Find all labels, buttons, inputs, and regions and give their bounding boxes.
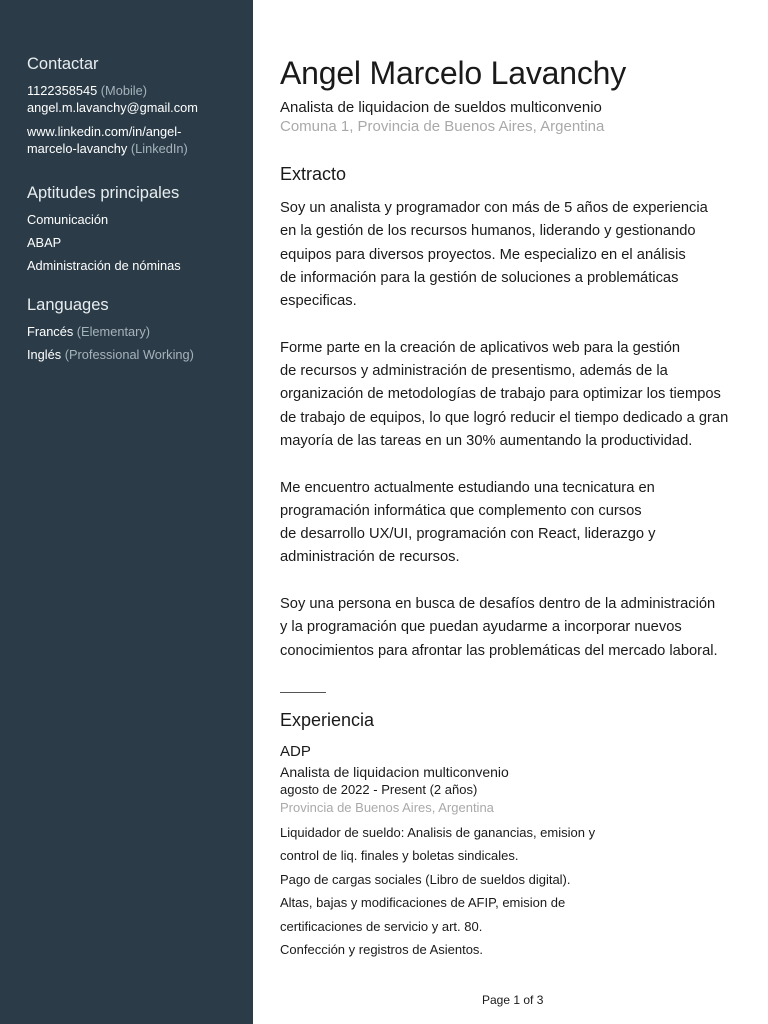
summary-line: de información para la gestión de soluciones a problemáticas bbox=[280, 269, 679, 286]
job-company: ADP bbox=[280, 742, 311, 760]
experience-title: Experiencia bbox=[280, 709, 375, 730]
contact-heading: Contactar bbox=[27, 55, 99, 73]
summary-paragraph bbox=[280, 337, 750, 453]
summary-line: de recursos y administración de presentismo, además de la bbox=[280, 363, 668, 380]
summary-paragraph bbox=[280, 593, 750, 663]
phone-line bbox=[27, 83, 253, 100]
summary-paragraph bbox=[280, 197, 750, 313]
summary-line: organización de metodologías de trabajo para optimizar los tiempos bbox=[280, 386, 721, 403]
profile-location: Comuna 1, Provincia de Buenos Aires, Argentina bbox=[280, 118, 605, 135]
job-role: Analista de liquidacion multiconvenio bbox=[280, 763, 509, 780]
email-link[interactable]: angel.m.lavanchy@gmail.com bbox=[27, 99, 198, 115]
job-description-line: certificaciones de servicio y art. 80. bbox=[280, 918, 483, 934]
job-description bbox=[280, 821, 750, 961]
phone-type: (Mobile) bbox=[100, 83, 148, 98]
job-description-line: control de liq. finales y boletas sindicales. bbox=[280, 848, 519, 864]
skill-item: Comunicación bbox=[27, 212, 109, 227]
summary-line: equipos para diversos proyectos. Me especializo en el análisis bbox=[280, 246, 686, 263]
job-dates: agosto de 2022 - Present (2 años) bbox=[280, 781, 478, 797]
skills-heading: Aptitudes principales bbox=[27, 184, 180, 202]
language-item bbox=[27, 347, 253, 364]
summary-line: programación informática que complemento con cursos bbox=[280, 502, 642, 519]
language-name: Francés bbox=[27, 323, 74, 339]
summary-title: Extracto bbox=[280, 164, 347, 184]
summary-line: en la gestión de los recursos humanos, liderando y gestionando bbox=[280, 223, 696, 240]
profile-headline: Analista de liquidacion de sueldos multiconvenio bbox=[280, 99, 602, 116]
linkedin-link[interactable] bbox=[27, 124, 253, 141]
linkedin-url-line2: marcelo-lavanchy bbox=[27, 140, 128, 156]
section-divider bbox=[280, 692, 326, 693]
skills-section bbox=[27, 183, 253, 275]
language-item bbox=[27, 324, 253, 341]
job-description-line: Liquidador de sueldo: Analisis de ganancias, emision y bbox=[280, 824, 596, 840]
summary-line: conocimientos para afrontar las problemáticas del mercado laboral. bbox=[280, 642, 718, 659]
linkedin-line2[interactable] bbox=[27, 141, 253, 158]
summary-body bbox=[280, 197, 750, 663]
job-description-line: Altas, bajas y modificaciones de AFIP, emision de bbox=[280, 895, 566, 911]
language-name: Inglés bbox=[27, 346, 62, 362]
summary-line: Me encuentro actualmente estudiando una tecnicatura en bbox=[280, 479, 655, 496]
summary-line: Soy un analista y programador con más de 5 años de experiencia bbox=[280, 200, 708, 216]
page-number: Page 1 of 3 bbox=[482, 993, 544, 1007]
summary-line: y la programación que puedan ayudarme a incorporar nuevos bbox=[280, 619, 682, 636]
skill-item: Administración de nóminas bbox=[27, 258, 181, 273]
language-level: (Professional Working) bbox=[64, 346, 194, 362]
job-location: Provincia de Buenos Aires, Argentina bbox=[280, 799, 494, 815]
profile-name: Angel Marcelo Lavanchy bbox=[280, 55, 627, 91]
summary-line: Soy una persona en busca de desafíos dentro de la administración bbox=[280, 596, 716, 613]
phone-number[interactable]: 1122358545 bbox=[27, 83, 98, 98]
summary-line: Forme parte en la creación de aplicativos web para la gestión bbox=[280, 339, 681, 356]
contact-section bbox=[27, 54, 253, 157]
job-entry bbox=[280, 742, 750, 961]
linkedin-url-line1: www.linkedin.com/in/angel- bbox=[27, 124, 182, 139]
summary-line: especificas. bbox=[280, 293, 357, 310]
languages-section bbox=[27, 295, 253, 364]
summary-line: mayoría de las tareas en un 30% aumentando la productividad. bbox=[280, 432, 693, 449]
main-content bbox=[280, 0, 750, 961]
summary-line: administración de recursos. bbox=[280, 549, 460, 566]
job-description-line: Pago de cargas sociales (Libro de sueldos digital). bbox=[280, 871, 571, 887]
summary-paragraph bbox=[280, 477, 750, 570]
summary-line: de trabajo de equipos, lo que logró reducir el tiempo dedicado a gran bbox=[280, 409, 729, 426]
languages-heading: Languages bbox=[27, 295, 109, 314]
job-description-line: Confección y registros de Asientos. bbox=[280, 941, 484, 957]
language-level: (Elementary) bbox=[76, 323, 151, 339]
sidebar bbox=[0, 0, 253, 1024]
summary-line: de desarrollo UX/UI, programación con React, liderazgo y bbox=[280, 526, 656, 543]
skill-item: ABAP bbox=[27, 235, 62, 250]
linkedin-type: (LinkedIn) bbox=[130, 140, 188, 156]
